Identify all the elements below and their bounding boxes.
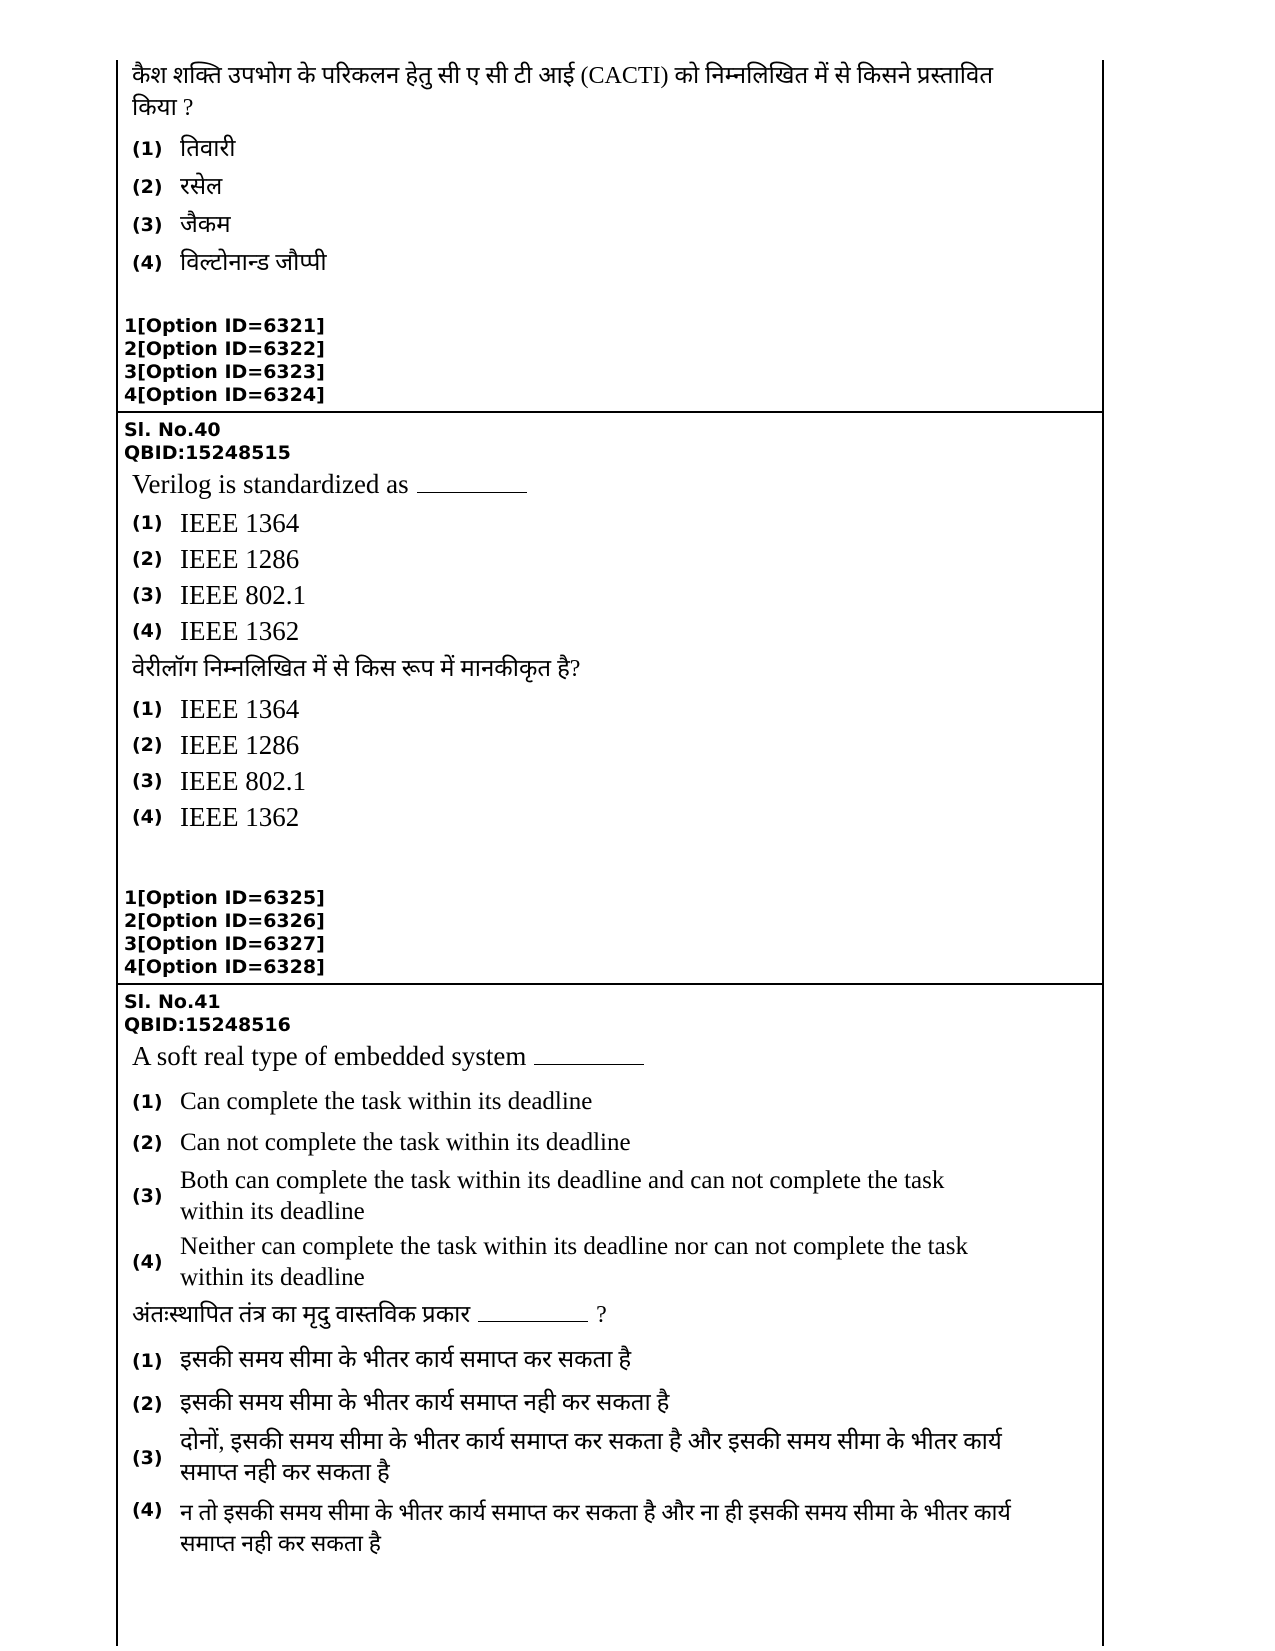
option-number: (3)	[132, 584, 163, 606]
option-number: (2)	[132, 1392, 163, 1415]
option-text: तिवारी	[180, 135, 236, 162]
option-row	[118, 727, 1102, 763]
option-text: इसकी समय सीमा के भीतर कार्य समाप्त नही कर सकता है	[180, 1390, 670, 1416]
option-text-line2: within its deadline	[180, 1198, 365, 1225]
question-text-hi: वेरीलॉग निम्नलिखित में से किस रूप में मानकीकृत है?	[132, 656, 581, 682]
option-row	[118, 1081, 1102, 1122]
answer-blank	[478, 1299, 588, 1322]
option-number: (4)	[132, 1251, 163, 1273]
answer-blank	[417, 470, 527, 493]
question-block-39	[118, 60, 1102, 413]
option-row	[118, 763, 1102, 799]
option-text: जैकम	[180, 211, 231, 238]
option-id: 4[Option ID=6324]	[124, 384, 325, 406]
option-id: 2[Option ID=6326]	[124, 910, 325, 932]
option-number: (2)	[132, 734, 163, 756]
qbid: QBID:15248515	[124, 442, 291, 464]
option-text: Can complete the task within its deadline	[180, 1087, 593, 1115]
option-text-line2: within its deadline	[180, 1264, 365, 1291]
option-number: (1)	[132, 512, 163, 534]
option-number: (1)	[132, 698, 163, 720]
option-row	[118, 613, 1102, 649]
option-text-line2: समाप्त नही कर सकता है	[180, 1531, 381, 1556]
option-row	[118, 505, 1102, 541]
option-text-line1: दोनों, इसकी समय सीमा के भीतर कार्य समाप्त कर सकता है और इसकी समय सीमा के भीतर कार्य	[180, 1429, 1002, 1455]
option-row	[118, 541, 1102, 577]
question-block-41	[118, 985, 1102, 1646]
option-id: 1[Option ID=6321]	[124, 315, 325, 337]
question-mark: ?	[596, 1302, 607, 1328]
option-number: (2)	[132, 548, 163, 570]
option-id: 1[Option ID=6325]	[124, 887, 325, 909]
option-text: रसेल	[180, 173, 223, 200]
question-text-hi	[118, 60, 1102, 124]
option-text-line1: न तो इसकी समय सीमा के भीतर कार्य समाप्त कर सकता है और ना ही इसकी समय सीमा के भीतर कार्य	[180, 1500, 1011, 1525]
option-text	[180, 1231, 968, 1293]
question-block-40	[118, 413, 1102, 985]
option-text: Can not complete the task within its deadline	[180, 1128, 631, 1156]
question-paper-page	[116, 60, 1104, 1646]
option-row	[118, 206, 1102, 244]
answer-blank	[534, 1042, 644, 1065]
option-number: (3)	[132, 214, 163, 236]
option-number: (1)	[132, 138, 163, 160]
option-number: (4)	[132, 806, 163, 828]
option-text: IEEE 802.1	[180, 580, 306, 610]
option-id: 4[Option ID=6328]	[124, 956, 325, 978]
question-text-en-label: Verilog is standardized as	[132, 469, 409, 499]
option-text: IEEE 1362	[180, 616, 300, 646]
option-row	[118, 799, 1102, 835]
question-text-en	[118, 467, 1102, 501]
option-id: 3[Option ID=6323]	[124, 361, 325, 383]
serial-number: Sl. No.40	[124, 419, 221, 441]
option-text	[180, 1497, 1011, 1559]
option-number: (3)	[132, 1447, 163, 1469]
option-text: IEEE 1286	[180, 544, 300, 574]
option-row	[118, 130, 1102, 168]
option-id-list	[118, 315, 325, 407]
question-text-hi	[118, 1299, 1102, 1331]
option-row	[118, 1491, 1102, 1561]
question-text-hi-line1: कैश शक्ति उपभोग के परिकलन हेतु सी ए सी टी आई (CACTI) को निम्नलिखित में से किसने प्रस्तावित	[132, 63, 994, 89]
option-number: (2)	[132, 1131, 163, 1154]
option-number: (3)	[132, 770, 163, 792]
option-row	[118, 1229, 1102, 1295]
option-number: (4)	[132, 620, 163, 642]
option-row	[118, 577, 1102, 613]
option-number: (4)	[132, 1499, 163, 1521]
option-text: IEEE 1286	[180, 730, 300, 760]
option-id: 3[Option ID=6327]	[124, 933, 325, 955]
serial-number: Sl. No.41	[124, 991, 221, 1013]
option-number: (1)	[132, 1349, 163, 1372]
option-text: IEEE 802.1	[180, 766, 306, 796]
option-text: IEEE 1362	[180, 802, 300, 832]
option-row	[118, 1425, 1102, 1491]
option-text-line2: समाप्त नही कर सकता है	[180, 1460, 390, 1486]
option-text-line1: Neither can complete the task within its deadline nor can not complete the task	[180, 1233, 968, 1260]
option-number: (1)	[132, 1090, 163, 1113]
option-row	[118, 691, 1102, 727]
option-row	[118, 1382, 1102, 1425]
option-row	[118, 168, 1102, 206]
option-number: (4)	[132, 252, 163, 274]
option-text: विल्टोनान्ड जौप्पी	[180, 249, 327, 276]
qbid: QBID:15248516	[124, 1014, 291, 1036]
option-row	[118, 1163, 1102, 1229]
question-text-en	[118, 1039, 1102, 1073]
option-number: (2)	[132, 176, 163, 198]
option-text: IEEE 1364	[180, 694, 300, 724]
option-row	[118, 1122, 1102, 1163]
question-text-en-label: A soft real type of embedded system	[132, 1041, 527, 1071]
option-number: (3)	[132, 1185, 163, 1207]
option-id: 2[Option ID=6322]	[124, 338, 325, 360]
option-text-line1: Both can complete the task within its deadline and can not complete the task	[180, 1167, 945, 1194]
question-text-hi-label: अंतःस्थापित तंत्र का मृदु वास्तविक प्रकार	[132, 1302, 471, 1328]
option-text: IEEE 1364	[180, 508, 300, 538]
question-text-hi-line2: किया ?	[132, 95, 194, 121]
option-text: इसकी समय सीमा के भीतर कार्य समाप्त कर सकता है	[180, 1347, 632, 1373]
option-text	[180, 1427, 1002, 1489]
option-id-list	[118, 887, 325, 979]
option-row	[118, 1339, 1102, 1382]
option-text	[180, 1165, 944, 1227]
option-row	[118, 244, 1102, 282]
